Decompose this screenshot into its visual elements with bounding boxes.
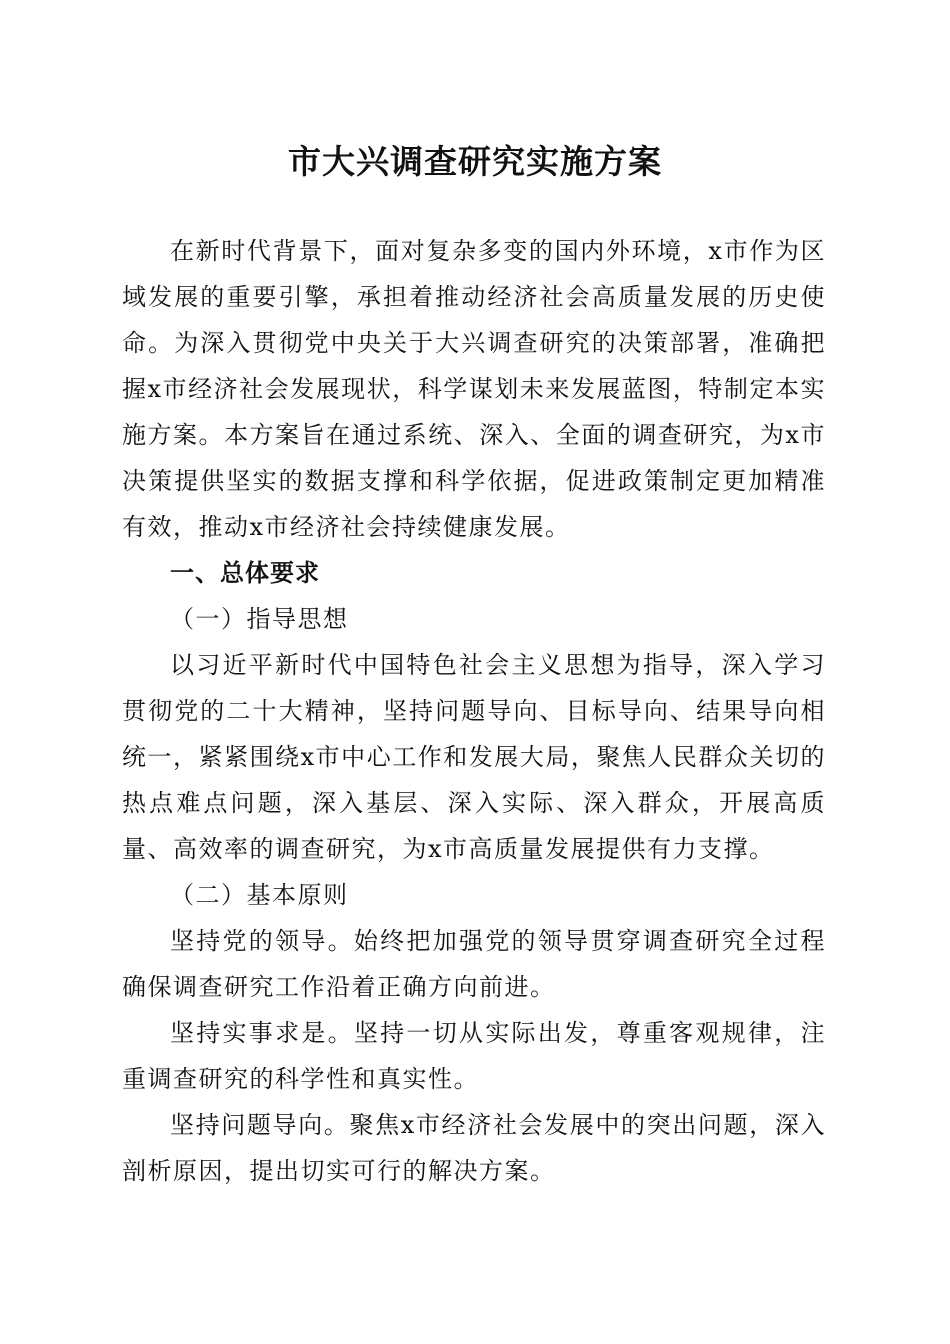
intro-paragraph: 在新时代背景下，面对复杂多变的国内外环境，x市作为区域发展的重要引擎，承担着推动经济社会高质量发展的历史使命。为深入贯彻党中央关于大兴调查研究的决策部署，准确把握x市经济社会发展现状，科学谋划未来发展蓝图，特制定本实施方案。本方案旨在通过系统、深入、全面的调查研究，为x市决策提供坚实的数据支撑和科学依据，促进政策制定更加精准有效，推动x市经济社会持续健康发展。 <box>122 237 826 541</box>
principle-paragraph-seek-truth: 坚持实事求是。坚持一切从实际出发，尊重客观规律，注重调查研究的科学性和真实性。 <box>122 1019 826 1093</box>
principle-paragraph-party-leadership: 坚持党的领导。始终把加强党的领导贯穿调查研究全过程确保调查研究工作沿着正确方向前进。 <box>122 927 826 1001</box>
principle-paragraph-problem-oriented: 坚持问题导向。聚焦x市经济社会发展中的突出问题，深入剖析原因，提出切实可行的解决方案。 <box>122 1111 826 1185</box>
guiding-thought-paragraph: 以习近平新时代中国特色社会主义思想为指导，深入学习贯彻党的二十大精神，坚持问题导向、目标导向、结果导向相统一，紧紧围绕x市中心工作和发展大局，聚焦人民群众关切的热点难点问题，深入基层、深入实际、深入群众，开展高质量、高效率的调查研究，为x市高质量发展提供有力支撑。 <box>122 651 826 863</box>
section-heading-overall-requirements: 一、总体要求 <box>170 559 320 587</box>
document-body <box>122 228 826 1194</box>
subsection-heading-guiding-thought: （一）指导思想 <box>170 605 349 633</box>
subsection-heading-basic-principles: （二）基本原则 <box>170 881 349 909</box>
document-title: 市大兴调查研究实施方案 <box>288 142 662 181</box>
